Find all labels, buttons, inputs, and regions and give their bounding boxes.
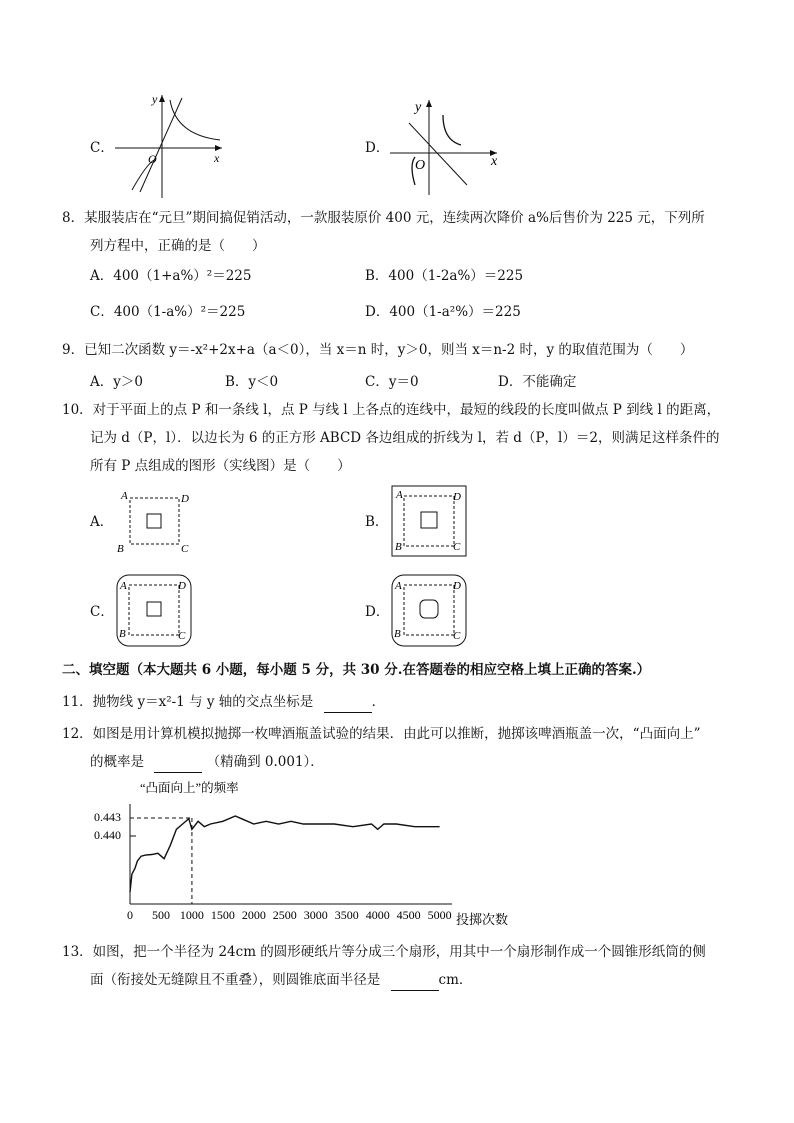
section2-title: 二、填空题（本大题共 6 小题，每小题 5 分，共 30 分.在答题卷的相应空格上填上正确的答案.） (62, 662, 651, 678)
q9-line1: 9．已知二次函数 y＝-x²+2x+a（a＜0），当 x＝n 时，y＞0，则当 x＝n-2 时，y 的取值范围为（ ） (62, 342, 694, 358)
svg-text:A: A (395, 580, 402, 592)
x-tick-label: 1500 (210, 908, 235, 922)
x-tick-label: 0 (127, 908, 133, 922)
chart-title: “凸面向上”的频率 (140, 781, 239, 795)
q9-option-d: D．不能确定 (498, 374, 577, 390)
x-tick-label: 4000 (365, 908, 390, 922)
svg-text:A: A (120, 580, 127, 592)
svg-text:D: D (181, 493, 189, 505)
q8-option-d: D．400（1-a²%）＝225 (365, 304, 521, 320)
q10-option-c-label: C． (90, 604, 114, 620)
q7-option-d-label: D． (365, 140, 390, 156)
q7-option-c-graph (110, 90, 230, 200)
svg-text:B: B (119, 628, 126, 640)
frequency-series-line (130, 816, 440, 892)
q10-line2: 记为 d（P，l）．以边长为 6 的正方形 ABCD 各边组成的折线为 l，若 d（P，l）＝2，则满足这样条件的 (90, 430, 720, 446)
x-tick-label: 3000 (303, 908, 328, 922)
q10-option-d-figure (390, 573, 470, 649)
q11: 11．抛物线 y＝x²-1 与 y 轴的交点坐标是 ． (62, 692, 385, 713)
x-tick-label: 2000 (241, 908, 266, 922)
q10-option-b-label: B． (365, 514, 389, 530)
svg-text:D: D (178, 580, 186, 592)
q7-d-origin-label: O (415, 158, 426, 173)
q10-option-c-figure (115, 573, 195, 649)
svg-text:A: A (121, 490, 128, 502)
q7-d-x-label: x (491, 154, 498, 169)
q8-option-a: A．400（1+a%）²＝225 (90, 268, 252, 284)
q7-d-y-label: y (415, 100, 422, 115)
q7-c-origin-label: O (148, 152, 157, 166)
q10-option-a-figure (115, 486, 195, 558)
svg-text:B: B (117, 543, 124, 555)
q9-option-a: A．y＞0 (90, 374, 143, 390)
y-tick-label: 0.443 (94, 810, 121, 824)
q8-line2: 列方程中，正确的是（ ） (90, 238, 266, 254)
x-tick-label: 1000 (179, 908, 204, 922)
x-tick-label: 500 (151, 908, 170, 922)
svg-text:C: C (453, 541, 461, 553)
q10-option-a-label: A． (90, 514, 114, 530)
q13-answer-blank[interactable] (391, 970, 439, 991)
q10-option-d-label: D． (365, 604, 390, 620)
q7-option-d-graph (385, 95, 505, 200)
q12-answer-blank[interactable] (154, 752, 202, 773)
q10-line1: 10．对于平面上的点 P 和一条线 l，点 P 与线 l 上各点的连线中，最短的线段的长度叫做点 P 到线 l 的距离， (62, 402, 721, 418)
x-tick-label: 4500 (396, 908, 421, 922)
svg-text:A: A (396, 489, 403, 501)
svg-text:D: D (453, 491, 461, 503)
q13-line2: 面（衔接处无缝隙且不重叠），则圆锥底面半径是 cm． (90, 970, 472, 991)
q8-option-b: B．400（1-2a%）＝225 (365, 268, 524, 284)
svg-text:D: D (453, 580, 461, 592)
q9-option-c: C．y＝0 (365, 374, 419, 390)
frequency-chart (80, 776, 520, 932)
q9-option-b: B．y＜0 (225, 374, 279, 390)
svg-text:B: B (395, 541, 402, 553)
q12-line2: 的概率是 （精确到 0.001）． (90, 752, 324, 773)
q11-answer-blank[interactable] (324, 692, 372, 713)
svg-text:C: C (453, 630, 461, 642)
q7-c-y-label: y (152, 92, 158, 106)
svg-text:C: C (181, 543, 189, 555)
svg-text:C: C (178, 630, 186, 642)
x-tick-label: 5000 (427, 908, 452, 922)
x-tick-label: 3500 (334, 908, 359, 922)
q11-text: 11．抛物线 y＝x²-1 与 y 轴的交点坐标是 (62, 694, 314, 710)
q7-option-c-label: C． (90, 140, 114, 156)
q13-line1: 13．如图，把一个半径为 24cm 的圆形硬纸片等分成三个扇形，用其中一个扇形制作成一个圆锥形纸筒的侧 (62, 944, 706, 960)
q8-option-c: C．400（1-a%）²＝225 (90, 304, 246, 320)
x-tick-label: 2500 (272, 908, 297, 922)
q7-c-x-label: x (214, 151, 220, 165)
chart-x-label: 投掷次数 (456, 912, 509, 927)
q10-option-b-figure (390, 484, 470, 560)
q12-line1: 12．如图是用计算机模拟抛掷一枚啤酒瓶盖试验的结果．由此可以推断，抛掷该啤酒瓶盖一次，“凸面向上” (62, 726, 701, 742)
y-tick-label: 0.440 (94, 828, 121, 842)
q10-line3: 所有 P 点组成的图形（实线图）是（ ） (90, 458, 351, 474)
q8-line1: 8．某服装店在“元旦”期间搞促销活动，一款服装原价 400 元，连续两次降价 a%后售价为 225 元，下列所 (62, 210, 705, 226)
svg-text:B: B (394, 628, 401, 640)
